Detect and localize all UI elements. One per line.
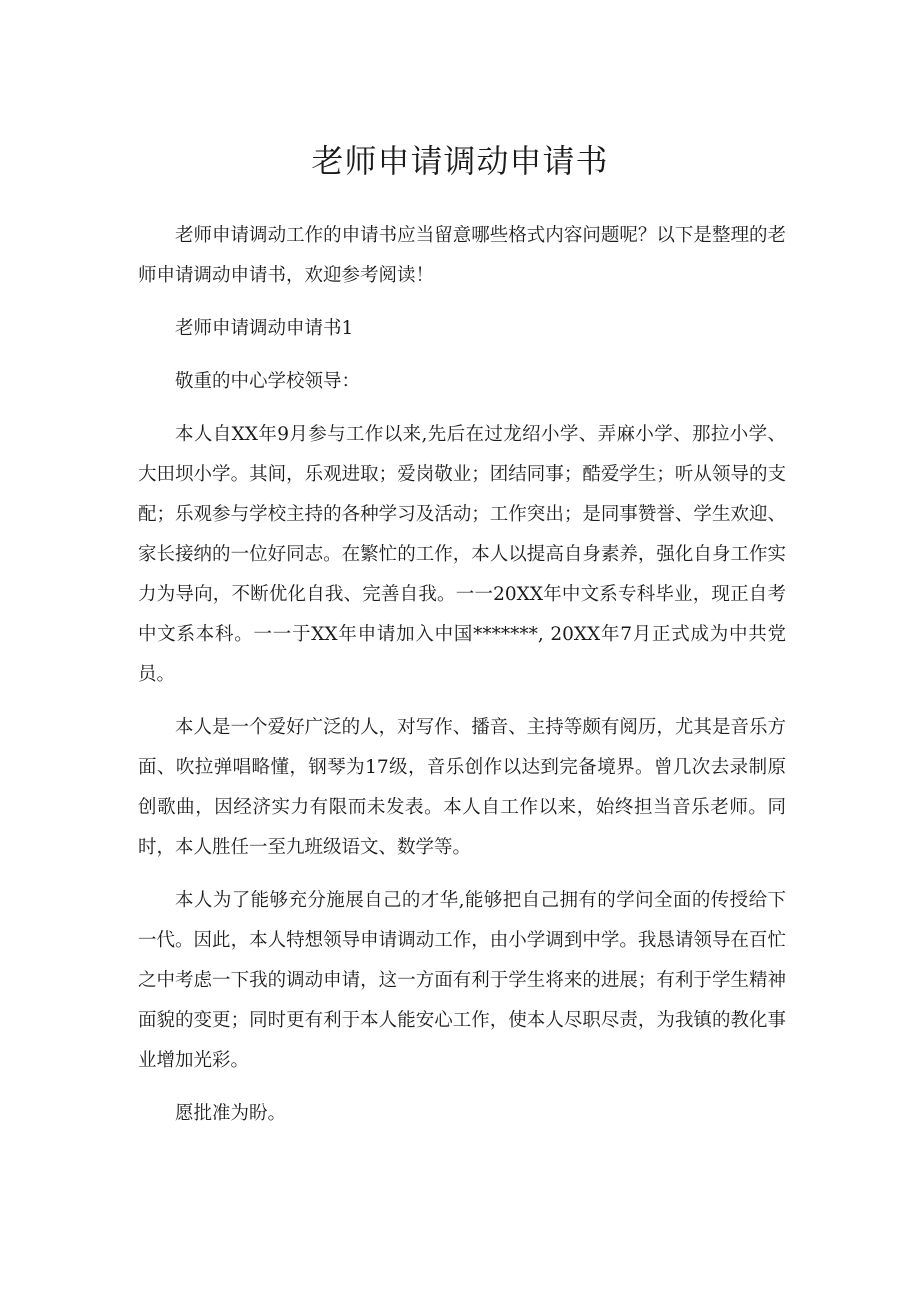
intro-paragraph: 老师申请调动工作的申请书应当留意哪些格式内容问题呢？以下是整理的老师申请调动申请书，欢迎参考阅读！	[138, 225, 786, 286]
body-paragraph: 本人自XX年9月参与工作以来,先后在过龙绍小学、弄麻小学、那拉小学、大田坝小学。其间，乐观进取；爱岗敬业；团结同事；酷爱学生；听从领导的支配；乐观参与学校主持的各种学习及活动；工作突出；是同事赞誉、学生欢迎、家长接纳的一位好同志。在繁忙的工作，本人以提高自身素养，强化自身工作实力为导向，不断优化自我、完善自我。一一20XX年中文系专科毕业，现正自考中文系本科。一一于XX年申请加入中国*******, 20XX年7月正式成为中共党员。	[138, 424, 786, 685]
closing-line: 愿批准为盼。	[175, 1103, 287, 1124]
document-title: 老师申请调动申请书	[311, 142, 609, 180]
salutation: 敬重的中心学校领导：	[175, 371, 361, 392]
section-heading: 老师申请调动申请书1	[175, 318, 354, 339]
document-body	[138, 216, 786, 1147]
body-paragraph: 本人是一个爱好广泛的人，对写作、播音、主持等颇有阅历，尤其是音乐方面、吹拉弹唱略懂，钢琴为17级，音乐创作以达到完备境界。曾几次去录制原创歌曲，因经济实力有限而未发表。本人自工作以来，始终担当音乐老师。同时，本人胜任一至九班级语文、数学等。	[138, 717, 786, 858]
body-paragraph: 本人为了能够充分施展自己的才华,能够把自己拥有的学问全面的传授给下一代。因此，本人特想领导申请调动工作，由小学调到中学。我恳请领导在百忙之中考虑一下我的调动申请，这一方面有利于学生将来的进展；有利于学生精神面貌的变更；同时更有利于本人能安心工作，使本人尽职尽责，为我镇的教化事业增加光彩。	[138, 890, 786, 1071]
